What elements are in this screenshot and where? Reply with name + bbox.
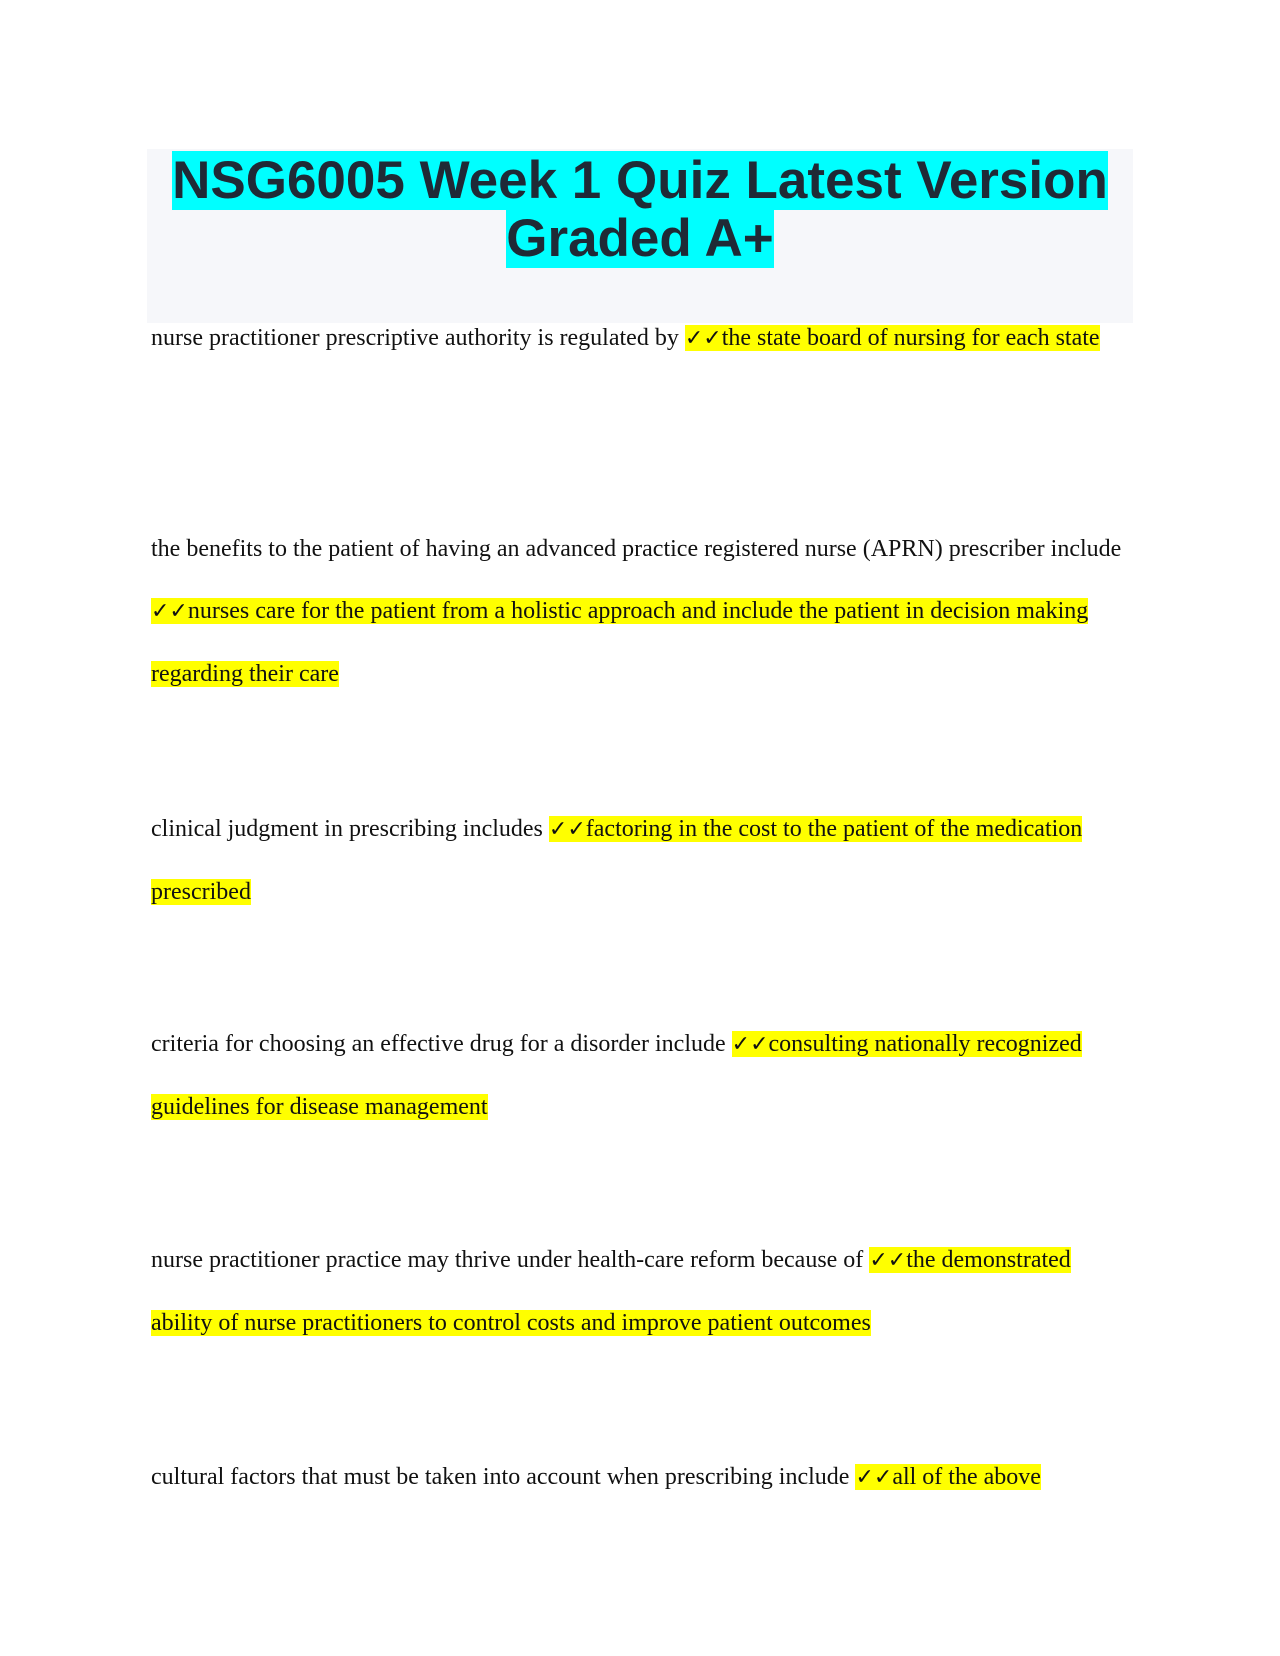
qa-item-4 [151,1013,1136,1138]
double-check-icon: ✓✓ [548,817,586,842]
question-text: criteria for choosing an effective drug for a disorder include [151,1031,732,1057]
title-box [147,149,1133,323]
answer-highlight [151,598,1088,687]
answer-text: consulting nationally recognized guidelines for disease management [151,1031,1082,1120]
qa-item-6 [151,1446,1136,1509]
question-text: nurse practitioner practice may thrive under health-care reform because of [151,1247,870,1273]
double-check-icon: ✓✓ [684,326,722,351]
answer-text: nurses care for the patient from a holistic approach and include the patient in decision making regarding their care [151,598,1089,687]
question-text: nurse practitioner prescriptive authority is regulated by [151,325,685,351]
answer-text: the state board of nursing for each state [721,325,1100,351]
answer-highlight [685,325,1100,351]
question-text: the benefits to the patient of having an advanced practice registered nurse (APRN) prescriber include [151,536,1122,562]
double-check-icon: ✓✓ [731,1032,769,1057]
answer-text: the demonstrated ability of nurse practitioners to control costs and improve patient outcomes [151,1247,1071,1336]
qa-item-5 [151,1229,1136,1354]
qa-item-1 [151,307,1136,370]
page-title [147,149,1133,268]
qa-item-2 [151,518,1136,705]
question-text: clinical judgment in prescribing includes [151,816,549,842]
qa-item-3 [151,798,1136,923]
title-highlight: NSG6005 Week 1 Quiz Latest Version Graded A+ [172,151,1108,268]
double-check-icon: ✓✓ [869,1248,907,1273]
question-text: cultural factors that must be taken into account when prescribing include [151,1464,856,1490]
answer-text: all of the above [892,1464,1041,1490]
double-check-icon: ✓✓ [151,599,188,624]
answer-text: factoring in the cost to the patient of the medication prescribed [151,816,1083,905]
answer-highlight [855,1464,1040,1490]
double-check-icon: ✓✓ [855,1465,893,1490]
